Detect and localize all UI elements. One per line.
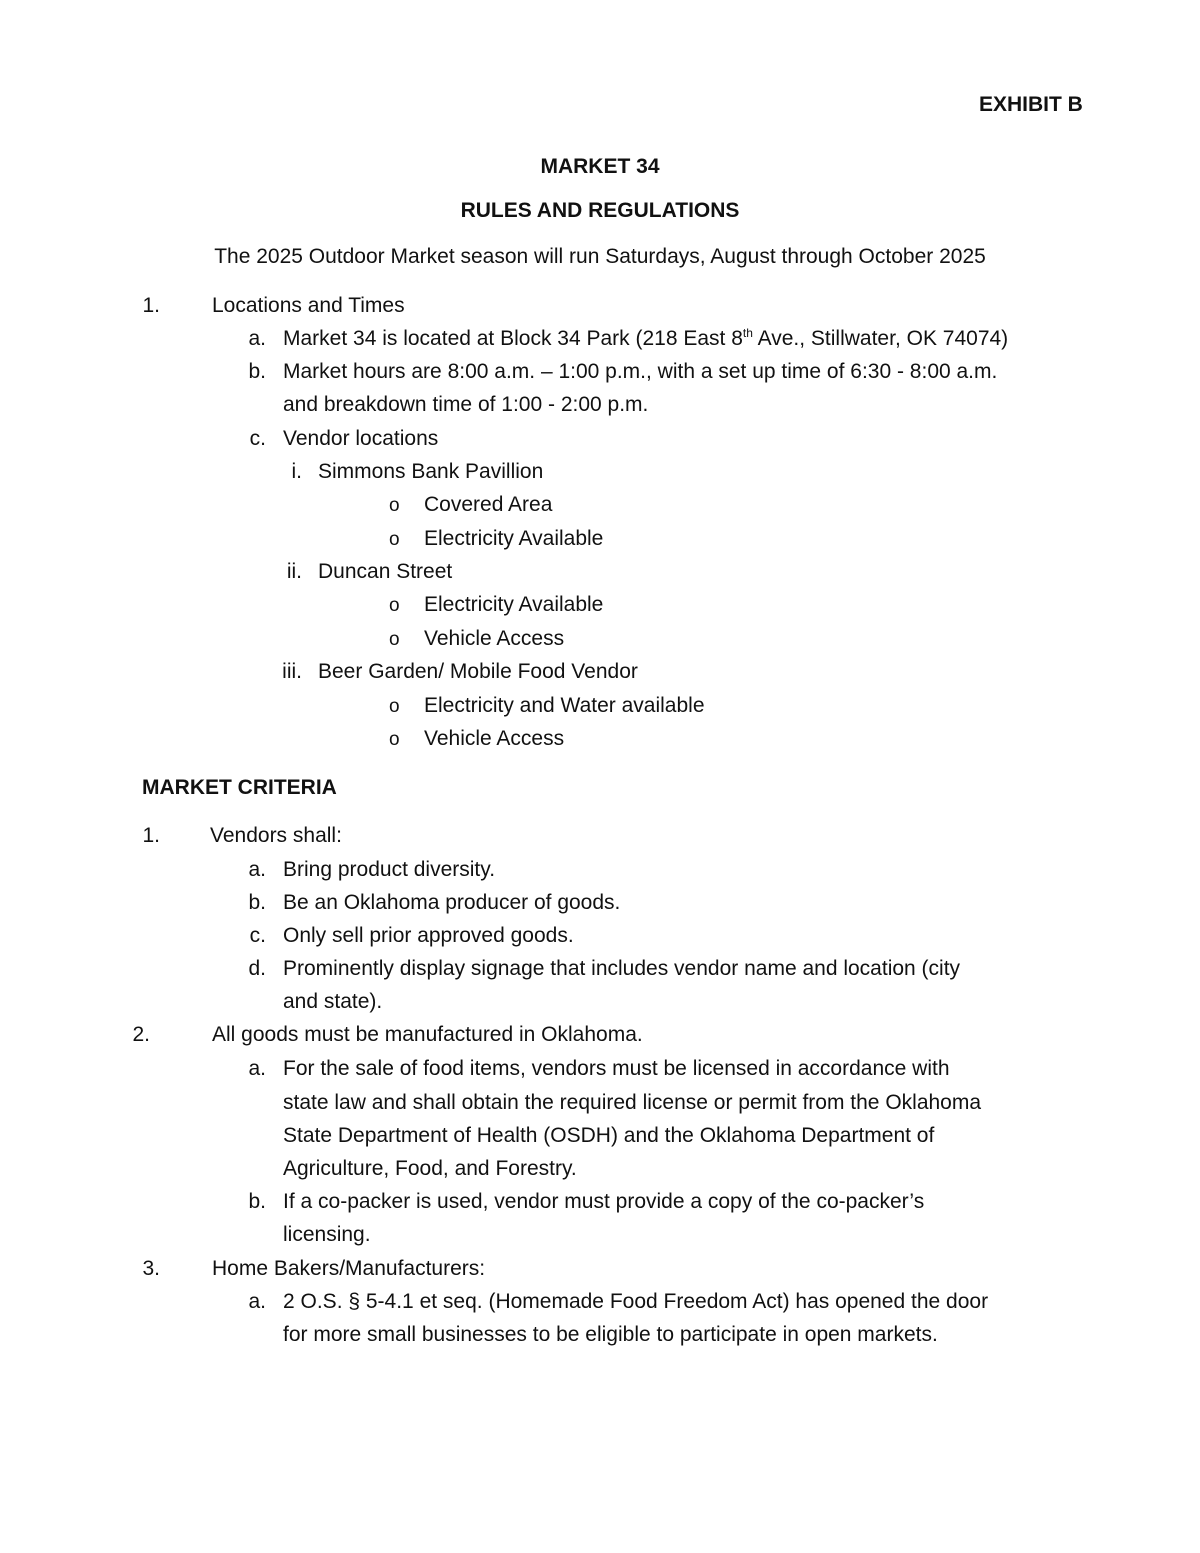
list-marker: b.	[248, 360, 266, 383]
criteria-subitem-continued: State Department of Health (OSDH) and the Oklahoma Department of	[283, 1124, 935, 1147]
bullet-icon: o	[389, 729, 400, 750]
criteria-subitem: Bring product diversity.	[283, 858, 496, 881]
bullet-icon: o	[389, 696, 400, 717]
criteria-subitem: Only sell prior approved goods.	[283, 924, 574, 947]
criteria-item: Home Bakers/Manufacturers:	[212, 1257, 486, 1280]
document-title: MARKET 34	[540, 155, 660, 178]
criteria-subitem-continued: for more small businesses to be eligible to participate in open markets.	[283, 1323, 938, 1346]
location-name: Simmons Bank Pavillion	[318, 460, 544, 483]
list-marker: c.	[249, 427, 266, 450]
bullet-icon: o	[389, 629, 400, 650]
roman-marker: i.	[291, 460, 302, 483]
roman-marker: iii.	[282, 660, 302, 683]
location-name: Duncan Street	[318, 560, 453, 583]
list-marker: b.	[248, 1190, 266, 1213]
criteria-subitem: 2 O.S. § 5-4.1 et seq. (Homemade Food Freedom Act) has opened the door	[283, 1290, 989, 1313]
criteria-number: 3.	[142, 1257, 160, 1280]
market-hours-line1: Market hours are 8:00 a.m. – 1:00 p.m., with a set up time of 6:30 - 8:00 a.m.	[283, 360, 998, 383]
roman-marker: ii.	[286, 560, 302, 583]
location-feature: Covered Area	[424, 493, 553, 516]
criteria-subitem-continued: state law and shall obtain the required license or permit from the Oklahoma	[283, 1091, 982, 1114]
criteria-subitem: Prominently display signage that includes vendor name and location (city	[283, 957, 961, 980]
criteria-subitem-continued: licensing.	[283, 1223, 371, 1246]
location-feature: Electricity Available	[424, 593, 604, 616]
criteria-subitem: For the sale of food items, vendors must be licensed in accordance with	[283, 1057, 950, 1080]
list-marker: a.	[248, 858, 266, 881]
location-feature: Electricity and Water available	[424, 694, 705, 717]
location-address: Market 34 is located at Block 34 Park (218 East 8th Ave., Stillwater, OK 74074)	[283, 326, 1009, 350]
criteria-heading: MARKET CRITERIA	[142, 776, 337, 799]
document-subtitle: RULES AND REGULATIONS	[460, 199, 740, 222]
criteria-number: 2.	[132, 1023, 150, 1046]
location-feature: Vehicle Access	[424, 627, 565, 650]
list-marker: a.	[248, 1057, 266, 1080]
criteria-subitem-continued: and state).	[283, 990, 383, 1013]
exhibit-label: EXHIBIT B	[979, 93, 1083, 116]
location-feature: Electricity Available	[424, 527, 604, 550]
list-marker: a.	[248, 327, 266, 350]
vendor-locations-label: Vendor locations	[283, 427, 439, 450]
criteria-item: All goods must be manufactured in Oklahoma.	[212, 1023, 643, 1046]
criteria-number: 1.	[142, 824, 160, 847]
criteria-subitem: Be an Oklahoma producer of goods.	[283, 891, 621, 914]
criteria-subitem-continued: Agriculture, Food, and Forestry.	[283, 1157, 577, 1180]
season-intro: The 2025 Outdoor Market season will run Saturdays, August through October 2025	[214, 245, 986, 268]
criteria-subitem: If a co-packer is used, vendor must provide a copy of the co-packer’s	[283, 1190, 925, 1213]
location-name: Beer Garden/ Mobile Food Vendor	[318, 660, 638, 683]
section-heading: Locations and Times	[212, 294, 405, 317]
bullet-icon: o	[389, 529, 400, 550]
bullet-icon: o	[389, 595, 400, 616]
list-marker: c.	[249, 924, 266, 947]
market-hours-line2: and breakdown time of 1:00 - 2:00 p.m.	[283, 393, 649, 416]
bullet-icon: o	[389, 495, 400, 516]
list-marker: b.	[248, 891, 266, 914]
list-marker: d.	[248, 957, 266, 980]
list-marker: a.	[248, 1290, 266, 1313]
location-feature: Vehicle Access	[424, 727, 565, 750]
section-number: 1.	[142, 294, 160, 317]
criteria-item: Vendors shall:	[210, 824, 342, 847]
